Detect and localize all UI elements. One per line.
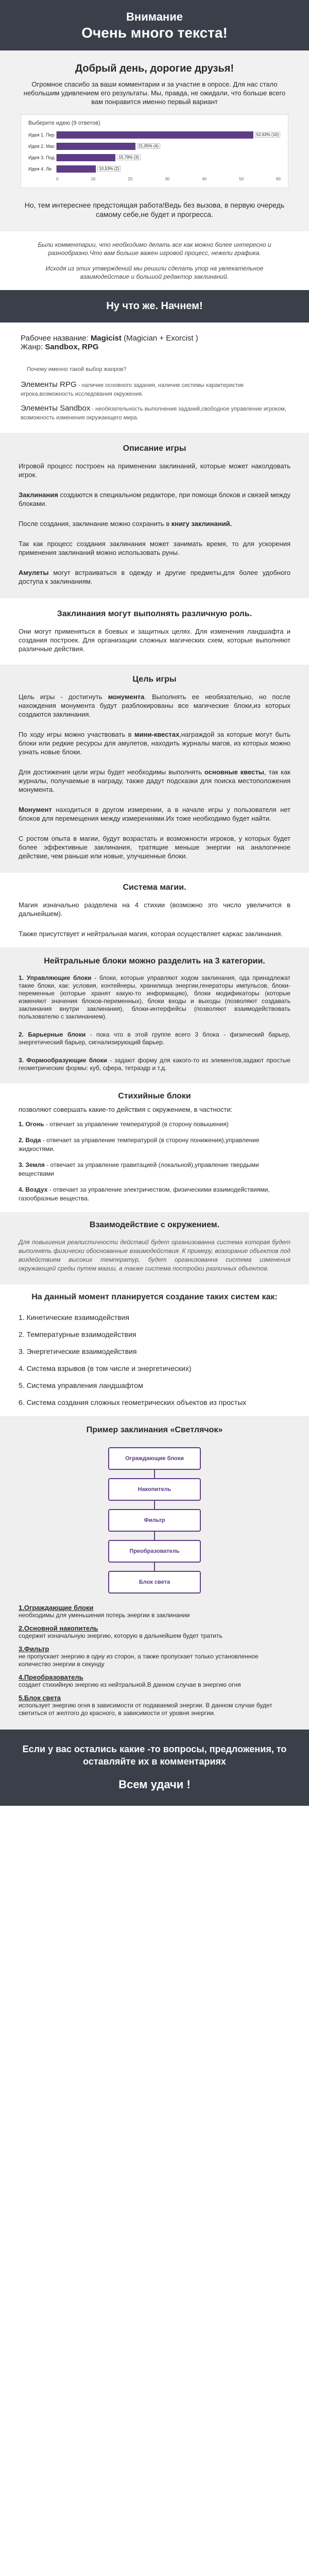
chart-x-tick: 30	[165, 177, 170, 181]
example-item-head: 2.Основной накопитель	[19, 1624, 98, 1632]
desc-p2-text: создаются в специальном редакторе, при помощи блоков и связей между блоками.	[19, 491, 290, 507]
neutral-c1-text: - блоки, которые управляют ходом заклинания, ода принадлежат такие блоки, как: условия, контейнеры, хранилища энергии,генераторы импульсов, блоки-переменные (которые хранят какую-то информацию), блоки модификаторы (которые изменяют значения блоков-переменных), блоки входы и выходы (позволяют создавать заклинания внутри заклинания), блоки-интерфейсы (позволяют взаимодействовать пользователю с заклинанием).	[19, 974, 291, 1020]
chart-bar	[57, 143, 135, 150]
roles-text: Они могут применяться в боевых и защитных целях. Для изменения ландшафта и создания построек. Для организации сложных магических схем, которые выполняют различные действия.	[19, 628, 290, 653]
description-title: Описание игры	[123, 444, 186, 453]
chart-data-label: 21,05% (4)	[137, 143, 160, 149]
chart-title: Выберите идею (9 ответов)	[28, 120, 100, 126]
element-water: 2. Вода	[19, 1137, 41, 1144]
diagram-connector	[154, 1501, 155, 1509]
header-title-warning: Очень много текста!	[81, 25, 228, 41]
working-title: Magicist	[90, 334, 122, 343]
sandbox-text: - необязательность выполнения заданий,свободное управление игроком, возможность изменения окружающего мира.	[21, 406, 286, 421]
neutral-c3-head: 3. Формообразующие блоки	[19, 1057, 107, 1064]
env-text: Для повышения реалистичности действий будет организованна система которая будет выполнять физически обоснованные взаимодействия. К примеру, возгорание объектов под воздействием высоких температур, будет организованна система изменения окружающей среды путем магии, а также система постройки различных объектов.	[19, 1239, 290, 1272]
example-item-head: 1.Ограждающие блоки	[19, 1604, 94, 1612]
planned-item: 1. Кинетические взаимодействия	[19, 1313, 129, 1321]
start-banner: Ну что же. Начнем!	[0, 290, 309, 323]
planned-item: 5. Система управления ландшафтом	[19, 1381, 143, 1389]
system-p2: Также присутствует и нейтральная магия, которая осуществляет каркас заклинания.	[19, 930, 283, 938]
chart-x-tick: 50	[239, 177, 244, 181]
desc-p2-bold: Заклинания	[19, 491, 58, 499]
system-p1: Магия изначально разделена на 4 стихии (возможно это число увеличится в дальнейшем).	[19, 901, 290, 918]
elemental-intro: позволяют совершать какие-то действия с окружением, в частности:	[19, 1106, 233, 1113]
goal-section	[0, 665, 309, 873]
goal-p4-a: Монумент	[19, 806, 52, 814]
chart-x-tick: 10	[91, 177, 96, 181]
italic-note-p2: Исходя из этих утверждений мы решили сделать упор на увлекательное взаимодействие и большой редактор заклинаний.	[45, 265, 264, 280]
planned-item: 4. Система взрывов (в том числе и энергетических)	[19, 1364, 192, 1372]
goal-p3-c: , так как журналы, получаемые в награду, также дадут подсказки для поиска местоположения монумента.	[19, 768, 290, 793]
system-title: Система магии.	[123, 883, 186, 892]
chart-data-label: 15,79% (3)	[117, 155, 140, 160]
goal-p2-c: ,награждой за которые могут быть блоки или редкие ресурсы для амулетов, находить журналы магов, из которых можно узнать новые блоки.	[19, 731, 290, 756]
example-item-head: 4.Преобразователь	[19, 1673, 83, 1681]
elemental-title: Стихийные блоки	[118, 1092, 191, 1100]
genre-why-block	[0, 363, 309, 433]
planned-title: На данный момент планируется создание таких систем как:	[31, 1293, 278, 1301]
example-title: Пример заклинания «Светлячок»	[86, 1426, 223, 1434]
diagram-connector	[154, 1563, 155, 1571]
element-fire: 1. Огонь	[19, 1121, 44, 1128]
planned-section	[0, 1284, 309, 1409]
element-fire-text: - отвечает за управление температурой (в сторону повышения)	[44, 1121, 229, 1128]
diagram-block: Фильтр	[108, 1509, 201, 1532]
intro-section	[0, 50, 309, 231]
example-item	[0, 1621, 309, 1642]
elemental-section	[0, 1083, 309, 1205]
final-bye: Всем удачи !	[118, 1778, 191, 1791]
chart-track	[56, 131, 281, 139]
description-section	[0, 433, 309, 598]
neutral-c2-head: 2. Барьерные блоки	[19, 1031, 86, 1038]
planned-item: 3. Энергетические взаимодействия	[19, 1347, 137, 1355]
diagram-connector	[154, 1470, 155, 1478]
chart-data-label: 52,63% (10)	[255, 132, 281, 138]
chart-category-label: Идея 3. Под	[28, 155, 55, 160]
genre-value: Sandbox, RPG	[45, 343, 99, 351]
planned-item: 6. Система создания сложных геометрических объектов из простых	[19, 1398, 247, 1406]
chart-row	[28, 163, 281, 175]
diagram-block: Преобразователь	[108, 1540, 201, 1563]
chart-bar	[57, 154, 115, 161]
goal-p2-a: По ходу игры можно участвовать в	[19, 731, 135, 738]
chart-row	[28, 129, 281, 141]
planned-list	[0, 1311, 309, 1409]
example-diagram	[0, 1440, 309, 1601]
italic-note	[0, 231, 309, 290]
poll-chart	[21, 114, 288, 188]
desc-p3-text: После создания, заклинание можно сохранить в	[19, 520, 171, 528]
example-item-text: не пропускает энергию в одну из сторон, а также пропускает только установленное количество энергии в секунду	[19, 1653, 259, 1668]
example-item-head: 3.Фильтр	[19, 1645, 49, 1653]
example-item-text: использует энергию огня в зависимости от подаваемой энергии. В данном случае будет светиться от желтого до красного, в зависимости от уровня энергии.	[19, 1702, 272, 1717]
rpg-text: - наличие основного задания, наличие системы характеристик игрока,возможность исследования окружения.	[21, 382, 244, 397]
working-title-label: Рабочее название:	[21, 334, 91, 343]
chart-x-tick: 60	[276, 177, 281, 181]
element-earth-text: - отвечает за управление гравитацией (локальной),управление твердыми веществами	[19, 1161, 259, 1177]
roles-section	[0, 598, 309, 657]
element-earth: 3. Земля	[19, 1161, 45, 1168]
env-title: Взаимодействие с окружением.	[89, 1221, 220, 1229]
goal-p5: С ростом опыта в магии, будут возрастать и возможности игроков, у которых будет более эффективные заклинания, тратящие меньше энергии на аналогичное действие, чем раньше или новые, улучшенные блоки.	[19, 835, 290, 860]
system-section	[0, 873, 309, 942]
rpg-title: Элементы RPG	[21, 380, 77, 389]
header-title-attention: Внимание	[126, 10, 183, 23]
genre-label: Жанр:	[21, 343, 45, 351]
working-title-sub: (Magician + Exorcist )	[121, 334, 198, 343]
example-list	[0, 1601, 309, 1719]
genre-question: Почему именно такой выбор жанров?	[27, 366, 127, 372]
neutral-c3-text: - задают форму для какого-то из элементов,задают простые геометрические формы: куб, сфера, тетраэдр и т.д.	[19, 1057, 290, 1072]
chart-row	[28, 152, 281, 163]
chart-category-label: Идея 1. Пер	[28, 132, 55, 138]
final-band	[0, 1730, 309, 1806]
after-chart-text: Но, тем интереснее предстоящая работа!Ведь без вызова, в первую очередь самому себе,не будет и прогресса.	[24, 201, 285, 218]
example-section	[0, 1416, 309, 1730]
example-item-text: необходимы для уменьшения потерь энергии в заклинании	[19, 1612, 190, 1619]
diagram-block: Ограждающие блоки	[108, 1447, 201, 1470]
example-item	[0, 1601, 309, 1621]
goal-p1-a: Цель игры - достигнуть	[19, 693, 108, 701]
desc-p5-text: могут встраиваться в одежду и другие предметы,для более удобного доступа к заклинаниям.	[19, 569, 290, 585]
chart-x-axis	[56, 177, 281, 181]
diagram-connector	[154, 1532, 155, 1540]
planned-item: 2. Температурные взаимодействия	[19, 1330, 136, 1338]
chart-category-label: Идея 2. Мас	[28, 144, 55, 149]
example-item-text: создает стихийную энергию из нейтральной.В данном случае в энергию огня	[19, 1681, 241, 1688]
desc-p1: Игровой процесс построен на применении заклинаний, которые может наколдовать игрок.	[19, 462, 290, 479]
example-item-text: содержит изначальную энергию, которую в дальнейшем будет тратить	[19, 1632, 222, 1639]
neutral-section	[0, 947, 309, 1083]
desc-p5-bold: Амулеты	[19, 569, 49, 577]
goal-p1-b: монумента	[108, 693, 145, 701]
chart-bar	[57, 131, 253, 139]
desc-p4: Так как процесс создания заклинания может занимать время, то для ускорения применения заклинаний можно использовать руны.	[19, 540, 290, 556]
intro-text: Огромное спасибо за ваши комментарии и за участие в опросе. Для нас стало небольшим удивлением его результаты. Мы, правда, не ожидали, что больше всего вам понравится именно первый вариант	[23, 80, 286, 106]
chart-bar	[57, 165, 96, 173]
chart-track	[56, 154, 281, 161]
chart-track	[56, 143, 281, 150]
chart-x-tick: 40	[202, 177, 207, 181]
example-item	[0, 1670, 309, 1691]
goal-p3-b: основные квесты	[204, 768, 264, 776]
italic-note-p1: Были комментарии, что необходимо делать все как можно более интересно и разнообразно.Что вам больше важен игровой процесс, нежели графика.	[38, 241, 271, 257]
env-section	[0, 1212, 309, 1284]
goal-p2-b: мини-квестах	[134, 731, 180, 738]
chart-x-tick: 0	[56, 177, 59, 181]
goal-p1-c: . Выполнять ее необязательно, но после нахождения монумента будут разблокированы все магические блоки,из которых создаются заклинания.	[19, 693, 291, 718]
element-water-text: - отвечает за управление температурой (в сторону понижения),управление жидкостями.	[19, 1137, 260, 1153]
meta-block	[0, 323, 309, 363]
goal-p4-b: находиться в другом измерении, а в начале игры у пользователя нет блоков для перемещения между измерениями.Их тоже необходимо будет найти.	[19, 806, 290, 822]
neutral-c2-text: - пока что в этой группе всего 3 блока - физический барьер, энергетический барьер, сигнализирующий барьер.	[19, 1031, 290, 1046]
desc-p3-bold: книгу заклинаний.	[171, 520, 232, 528]
final-text: Если у вас остались какие -то вопросы, предложения, то оставляйте их в комментариях	[22, 1744, 287, 1767]
diagram-block: Блок света	[108, 1571, 201, 1594]
example-item	[0, 1642, 309, 1670]
neutral-c1-head: 1. Управляющие блоки	[19, 974, 92, 981]
chart-x-tick: 20	[128, 177, 133, 181]
header-band	[0, 0, 309, 50]
neutral-title: Нейтральные блоки можно разделить на 3 категории.	[44, 957, 265, 965]
chart-data-label: 10,53% (2)	[97, 166, 121, 172]
intro-greeting: Добрый день, дорогие друзья!	[75, 63, 234, 74]
example-item	[0, 1691, 309, 1719]
chart-row	[28, 141, 281, 152]
chart-category-label: Идея 4. Ле	[28, 166, 52, 172]
example-item-head: 5.Блок света	[19, 1694, 61, 1702]
roles-title: Заклинания могут выполнять различную роль.	[57, 609, 252, 618]
element-air-text: - отвечает за управление электричеством, физическими взаимодействиями, газообразные вещества.	[19, 1186, 270, 1202]
chart-track	[56, 165, 281, 173]
diagram-block: Накопитель	[108, 1478, 201, 1501]
goal-p3-a: Для достижения цели игры будет необходимы выполнять	[19, 768, 204, 776]
element-air: 4. Воздух	[19, 1186, 48, 1193]
sandbox-title: Элементы Sandbox	[21, 404, 91, 413]
goal-title: Цель игры	[132, 675, 177, 684]
